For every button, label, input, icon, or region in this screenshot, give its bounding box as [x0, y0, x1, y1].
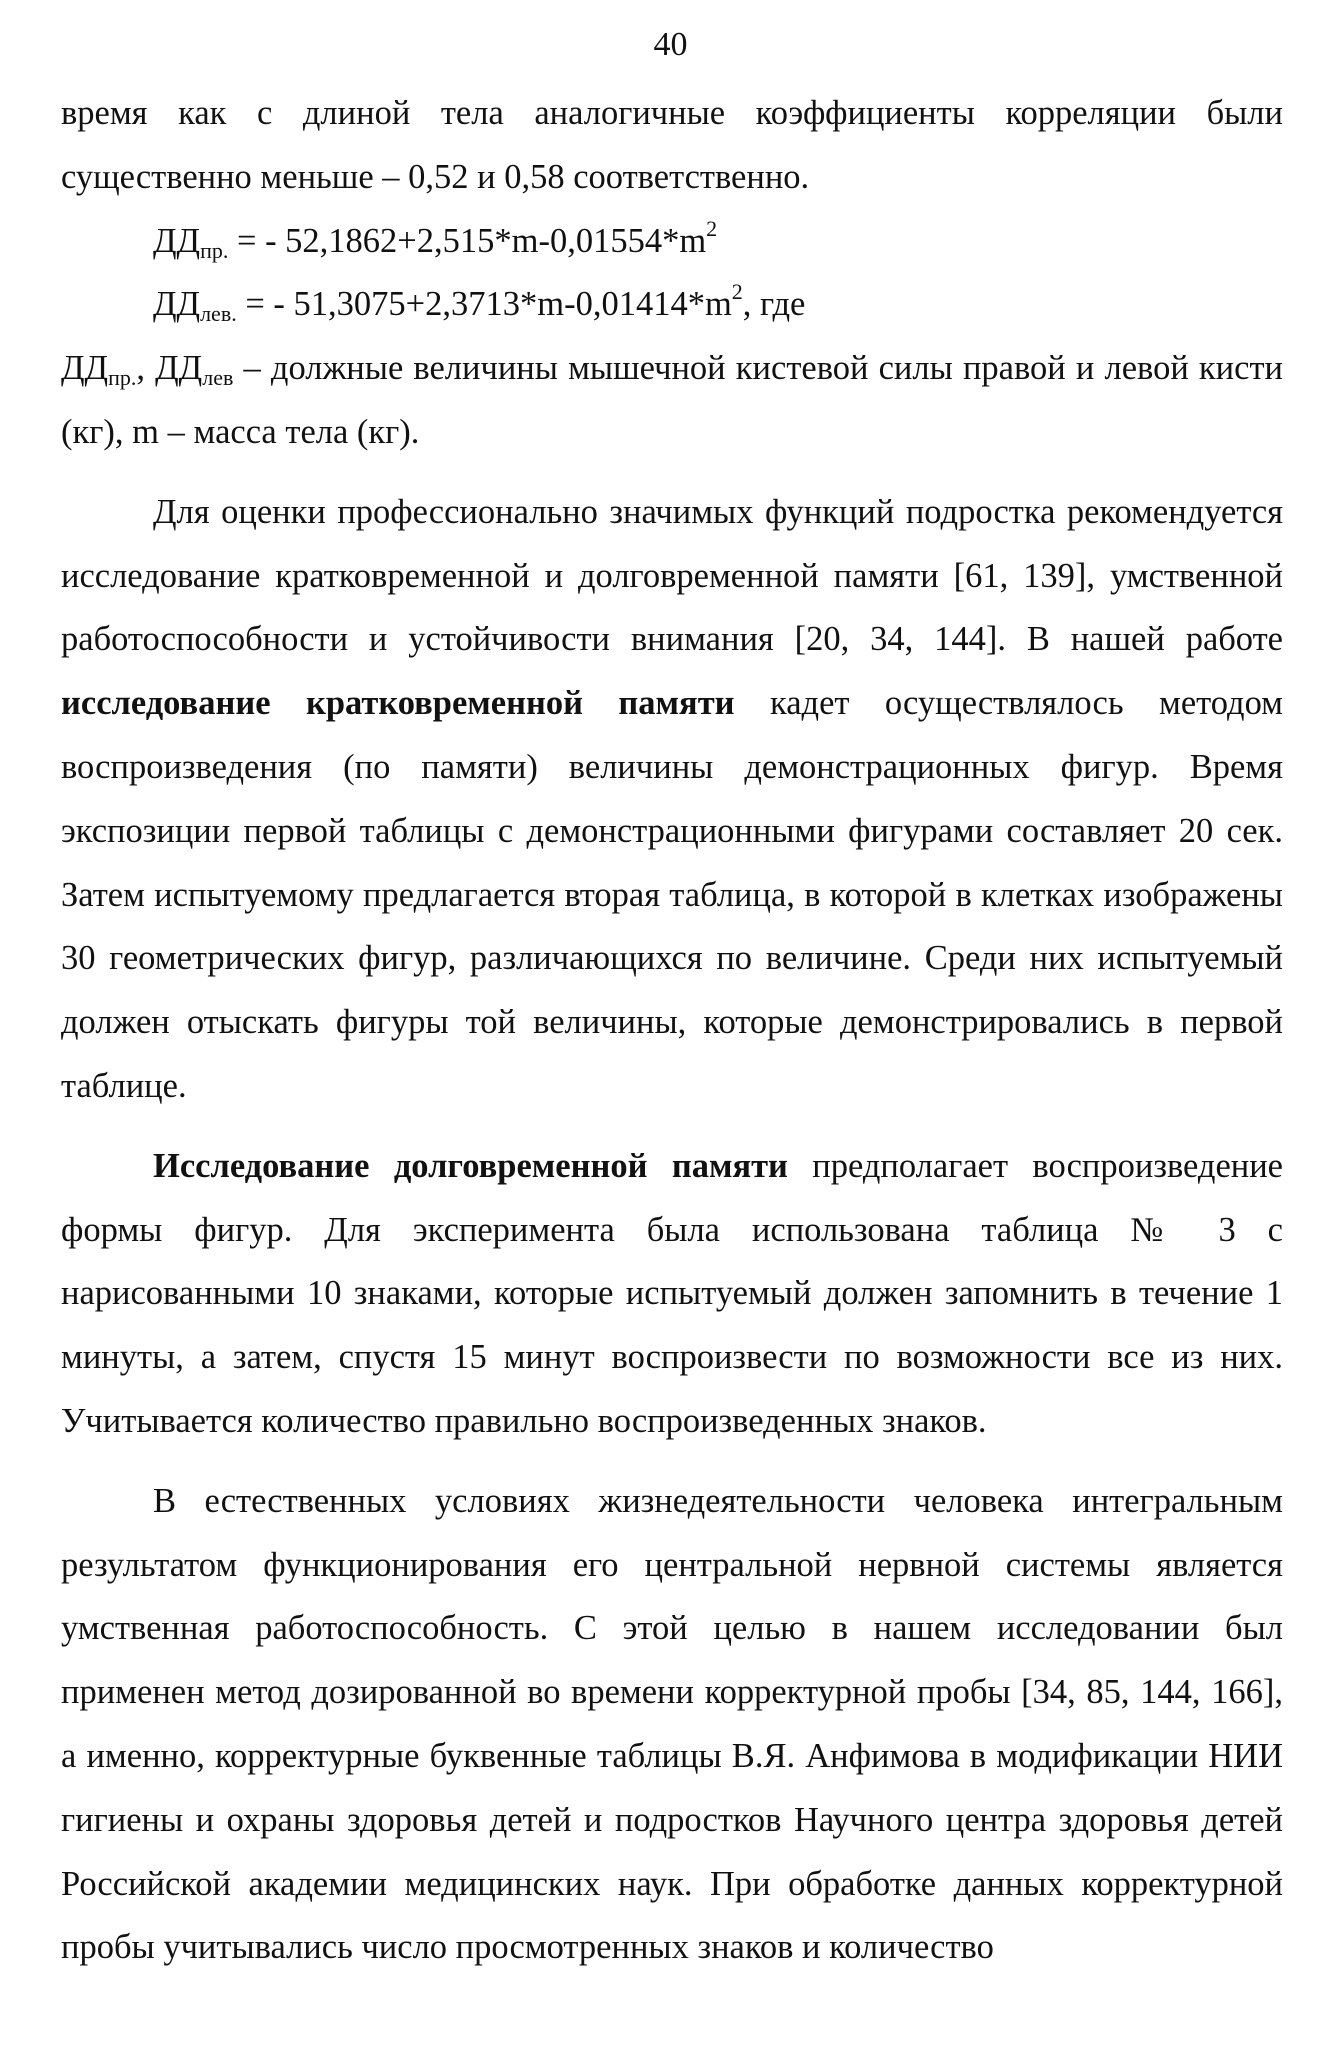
formula-right-rhs: = - 52,1862+2,515*m-0,01554*m [228, 221, 707, 260]
legend-var-b-subscript: лев [202, 365, 234, 391]
formula-left-rhs: = - 51,3075+2,3713*m-0,01414*m [236, 285, 732, 324]
formula-left-tail: , где [742, 285, 806, 324]
formula-legend [61, 337, 1283, 465]
formula-right-superscript: 2 [706, 215, 718, 241]
legend-var-b: ДД [155, 349, 203, 388]
p3-text-1: предполагает воспроизведение формы фигур. Для эксперимента была использована таблица № 3 с нарисованными 10 знаками, которые испытуемый должен запомнить в течение 1 минуты, а затем, спустя 15 минут воспроизвести по возможности все из них. Учитывается количество правильно воспроизведенных знаков. [61, 1146, 1283, 1440]
paragraph-correlation: время как с длиной тела аналогичные коэффициенты корреляции были существенно меньше – 0,52 и 0,58 соответственно. [61, 94, 1283, 196]
paragraph-work-capacity: В естественных условиях жизнедеятельности человека интегральным результатом функционирования его центральной нервной системы является умственная работоспособность. С этой целью в нашем исследовании был применен метод дозированной во времени корректурной пробы [34, 85, 144, 166], а именно, корректурные буквенные таблицы В.Я. Анфимова в модификации НИИ гигиены и охраны здоровья детей и подростков Научного центра здоровья детей Российской академии медицинских наук. При обработке данных корректурной пробы учитывались число просмотренных знаков и количество [61, 1481, 1283, 1967]
formula-left-lhs: ДД [153, 285, 201, 324]
p2-text-2: кадет осуществлялось методом воспроизведения (по памяти) величины демонстрационных фигур. Время экспозиции первой таблицы с демонстрационными фигурами составляет 20 сек. Затем испытуемому предлагается вторая таблица, в которой в клетках изображены 30 геометрических фигур, различающихся по величине. Среди них испытуемый должен отыскать фигуры той величины, которые демонстрировались в первой таблице. [61, 684, 1283, 1105]
formula-right-hand [61, 210, 1283, 274]
paragraph-short-term-memory [61, 481, 1283, 1119]
formula-left-hand [61, 273, 1283, 337]
p2-bold-term: исследование кратковременной памяти [61, 684, 735, 723]
p2-text-1: Для оценки профессионально значимых функций подростка рекомендуется исследование кратковременной и долговременной памяти [61, 139], умственной работоспособности и устойчивости внимания [20, 34, 144]. В нашей работе [61, 492, 1283, 659]
legend-var-a: ДД [61, 349, 109, 388]
formula-right-lhs: ДД [153, 221, 201, 260]
paragraph-long-term-memory [61, 1135, 1283, 1454]
page-number: 40 [653, 26, 688, 63]
legend-separator: , [136, 349, 156, 388]
formula-left-subscript: лев. [200, 301, 237, 327]
formula-right-subscript: пр. [200, 237, 229, 263]
legend-var-a-subscript: пр. [108, 365, 137, 391]
legend-text: – должные величины мышечной кистевой силы правой и левой кисти (кг), m – масса тела (кг). [61, 349, 1284, 451]
page-body [61, 82, 1283, 1980]
formula-left-superscript: 2 [731, 279, 743, 305]
p3-bold-term: Исследование долговременной памяти [153, 1146, 788, 1185]
